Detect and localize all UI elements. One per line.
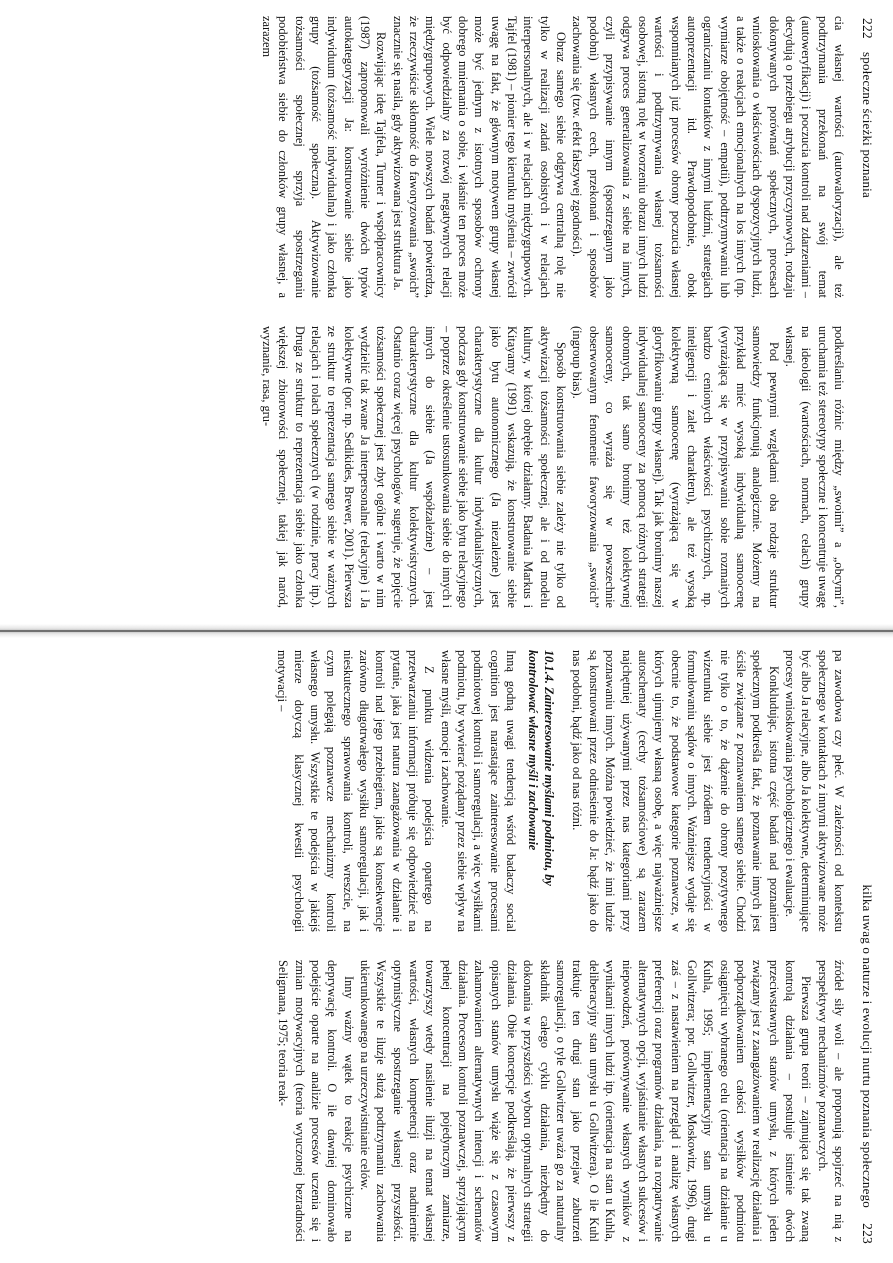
page-number: 222 (860, 18, 875, 39)
paragraph: cia własnej wartości (autowaloryzacji), ale też podtrzymania przekonań na swój temat (autoweryfikacji) i poczucia kontroli nad zdarzeniami – decydują o przebiegu atrybucji przyczynowych, rodzaju dokonywanych porównań społecznych, procesach wnioskowania o właściwościach dyspozycyjnych ludzi, a także o reakcjach emocjonalnych na los innych (np. wymiarze obojętność – empatii), podtrzymywaniu lub ograniczaniu kontaktów z innymi ludźmi, strategiach autoprezentacji itd. Prawdopodobnie, obok wspomnianych już procesów obrony poczucia własnej wartości i podtrzymywania własnej tożsamości osobowej, istotną rolę w tworzeniu obrazu innych ludzi odgrywa proces generalizowania z siebie na innych, czyli przypisywanie innym (spostrzeganym jako podobni) własnych cech, przekonań i sposobów zachowania się (tzw. efekt fałszywej zgodności). (570, 16, 846, 298)
paragraph: Inny ważny wątek to reakcje psychiczne na deprywację kontroli. O ile dawniej dominowało podejście oparte na analizie procesów uczenia się i zmian motywacyjnych (teoria wyuczonej bezradności Seligmana, 1975; teoria reak- (276, 960, 356, 1242)
text-column-left (21, 16, 847, 298)
running-head-title: kilka uwag o naturze i ewolucji nurtu poznania społecznego (860, 884, 875, 1208)
running-head-title: społeczne ścieżki poznania (860, 52, 875, 198)
paragraph: pa zawodowa czy płeć. W zależności od kontekstu społecznego w kontaktach z innymi aktywizowane może być albo Ja relacyjne, albo Ja kolektywne, determinujące procesy wnioskowania psychologicznego i ewaluacje. (782, 650, 846, 932)
text-column-right (21, 960, 847, 1242)
left-page (15, 14, 875, 614)
text-column-right (21, 326, 847, 608)
right-page (15, 648, 875, 1248)
running-head (853, 14, 875, 614)
paragraph: Konkludując, istotna część badań nad poznaniem społecznym podkreśla fakt, że poznawanie innych jest ściśle związane z poznawaniem samego siebie. Chodzi nie tylko o to, że dążenie do obrony pozytywnego wizerunku siebie jest źródłem tendencyjności w formułowaniu sądów o innych. Ważniejsze wydaje się obecnie to, że podstawowe kategorie poznawcze, w których ujmujemy własną osobę, a więc najważniejsze autoschematy (cechy tożsamościowe) są zarazem najchętniej używanymi przez nas kategoriami przy poznawaniu innych. Można powiedzieć, że inni ludzie są konstruowani przez odniesienie do Ja: bądź jako do nas podobni, bądź jako od nas różni. (570, 650, 781, 932)
paragraph: Rozwijając ideę Tajfela, Turner i współpracownicy (1987) zaproponowali wyróżnienie dwóch typów autokategoryzacji Ja: konstruowanie siebie jako indywiduum (tożsamość indywidualna) i jako członka grupy (tożsamość społeczna). Aktywizowanie tożsamości społecznej sprzyja spostrzeganiu podobieństwa siebie do członków grupy własnej, a zarazem (259, 16, 389, 298)
running-head (853, 648, 875, 1248)
text-column-left (21, 650, 847, 932)
paragraph: podkreślaniu różnic między „swoimi” a „obcymi”, uruchamia też stereotypy społeczne i koncentruje uwagę na ideologii (wartościach, normach, celach) grupy własnej. (782, 326, 846, 608)
paragraph: Inną godną uwagi tendencją wśród badaczy social cognition jest narastające zainteresowanie procesami podmiotowej kontroli i samoregulacji, a więc wysiłkami podmiotu, by wywierać pożądany przez siebie wpływ na własne myśli, emocje i zachowanie. (438, 650, 519, 932)
paragraph: Pod pewnymi względami oba rodzaje struktur samowiedzy funkcjonują analogicznie. Możemy na przykład mieć wysoką indywidualną samoocenę (wyrażającą się w przypisywaniu sobie rozmaitych bardzo cenionych właściwości psychicznych, np. inteligencji i zalet charakteru), ale też wysoką kolektywną samoocenę (wyrażającą się w gloryfikowaniu grupy własnej). Tak jak bronimy naszej indywidualnej samooceny za pomocą różnych strategii obronnych, tak samo bronimy też kolektywnej samooceny, co wyraża się w powszechnie obserwowanym fenomenie faworyzowania „swoich” (ingroup bias). (570, 326, 781, 608)
page-number: 223 (860, 1223, 875, 1244)
section-heading: 10.1.4. Zainteresowanie myślami podmiotu, by kontrolować własne myśli i zachowanie (526, 650, 557, 886)
paragraph: źródeł siły woli – ale proponują spojrzeć na nią z perspektywy mechanizmów poznawczych. (815, 960, 846, 1242)
paragraph: Sposób konstruowania siebie zależy nie tylko od aktywizacji tożsamości społecznej, ale i od modelu kultury, w której obrębie działamy. Badania Markus i Kitayamy (1991) wskazują, że konstruowanie siebie jako bytu autonomicznego (Ja niezależne) jest charakterystyczne dla kultur indywidualistycznych, podczas gdy konstruowanie siebie jako bytu relacyjnego – poprzez określenie ustosunkowania siebie do innych i innych do siebie (Ja współzależne) – jest charakterystyczne dla kultur kolektywistycznych. Ostatnio coraz więcej psychologów sugeruje, że pojęcie tożsamości społecznej jest zbyt ogólne i warto w nim wydzielić tak zwane Ja interpersonalne (relacyjne) i Ja kolektywne (por. np. Sedikides, Brewer, 2001). Pierwsza ze struktur to reprezentacja samego siebie w ważnych relacjach i rolach społecznych (w rodzinie, pracy itp.). Druga ze struktur to reprezentacja siebie jako członka większej zbiorowości społecznej, takiej jak naród, wyznanie, rasa, gru- (259, 326, 569, 608)
paragraph: Z punktu widzenia podejścia opartego na przetwarzaniu informacji próbuje się odpowiedzieć na pytanie, jaka jest natura zaangażowania w działanie i kontroli nad jego przebiegiem, jakie są konsekwencje zarówno długotrwałego wysiłku samoregulacji, jak i nieskutecznego sprawowania kontroli, wreszcie, na czym polegają poznawcze mechanizmy kontroli własnego umysłu. Wszystkie te podejścia w jakiejś mierze dotyczą klasycznej kwestii psychologii motywacji – (275, 650, 437, 932)
gutter-line (0, 630, 893, 632)
book-gutter (0, 624, 893, 638)
paragraph: Obraz samego siebie odgrywa centralną rolę nie tylko w realizacji zadań osobistych i w relacjach interpersonalnych, ale i w relacjach międzygrupowych. Tajfel (1981) – pionier tego kierunku myślenia – zwrócił uwagę na fakt, że głównym motywem grupy własnej może być jednym z istotnych sposobów ochrony dobrego mniemania o sobie, i właśnie ten proces może być odpowiedzialny za rozwój negatywnych relacji międzygrupowych. Wiele nowszych badań potwierdza, że rzeczywiście skłonność do faworyzowania „swoich” znacznie się nasila, gdy aktywizowana jest struktura Ja. (390, 16, 569, 298)
paragraph: Pierwsza grupa teorii – zajmująca się tak zwaną kontrolą działania – postuluje istnienie dwóch przeciwstawnych stanów umysłu, z których jeden związany jest z zaangażowaniem w realizację działania i podporządkowaniem całości wysiłków podmiotu osiągnięciu wybranego celu (orientacja na działanie u Kuhla, 1995; implementacyjny stan umysłu u Gollwitzera; por. Gollwitzer, Moskowitz, 1996), drugi zaś – z nastawieniem na przegląd i analizę własnych preferencji oraz programów działania, na rozpatrywanie alternatywnych opcji, wyjaśnianie własnych sukcesów i niepowodzeń, porównywanie własnych wyników z wynikami innych ludzi itp. (orientacja na stan u Kuhla, deliberacyjny stan umysłu u Gollwitzera). O ile Kuhl traktuje ten drugi stan jako przejaw zaburzeń samoregulacji, o tyle Gollwitzer uważa go za naturalny składnik całego cyklu działania, niezbędny do dokonania w przyszłości wyboru optymalnych strategii działania. Obie koncepcje podkreślają, że pierwszy z opisanych stanów umysłu wiąże się z czasowym zahamowaniem alternatywnych intencji i schematów działania. Procesom kontroli poznawczej, sprzyjającym pełnej koncentracji na pojedynczym zamiarze, towarzyszy wtedy nasilenie iluzji na temat własnej wartości, własnych kompetencji oraz nadmiernie optymistyczne spostrzeganie własnej przyszłości. Wszystkie te iluzje służą podtrzymaniu zachowania ukierunkowanego na urzeczywistnianie celów. (358, 960, 814, 1242)
